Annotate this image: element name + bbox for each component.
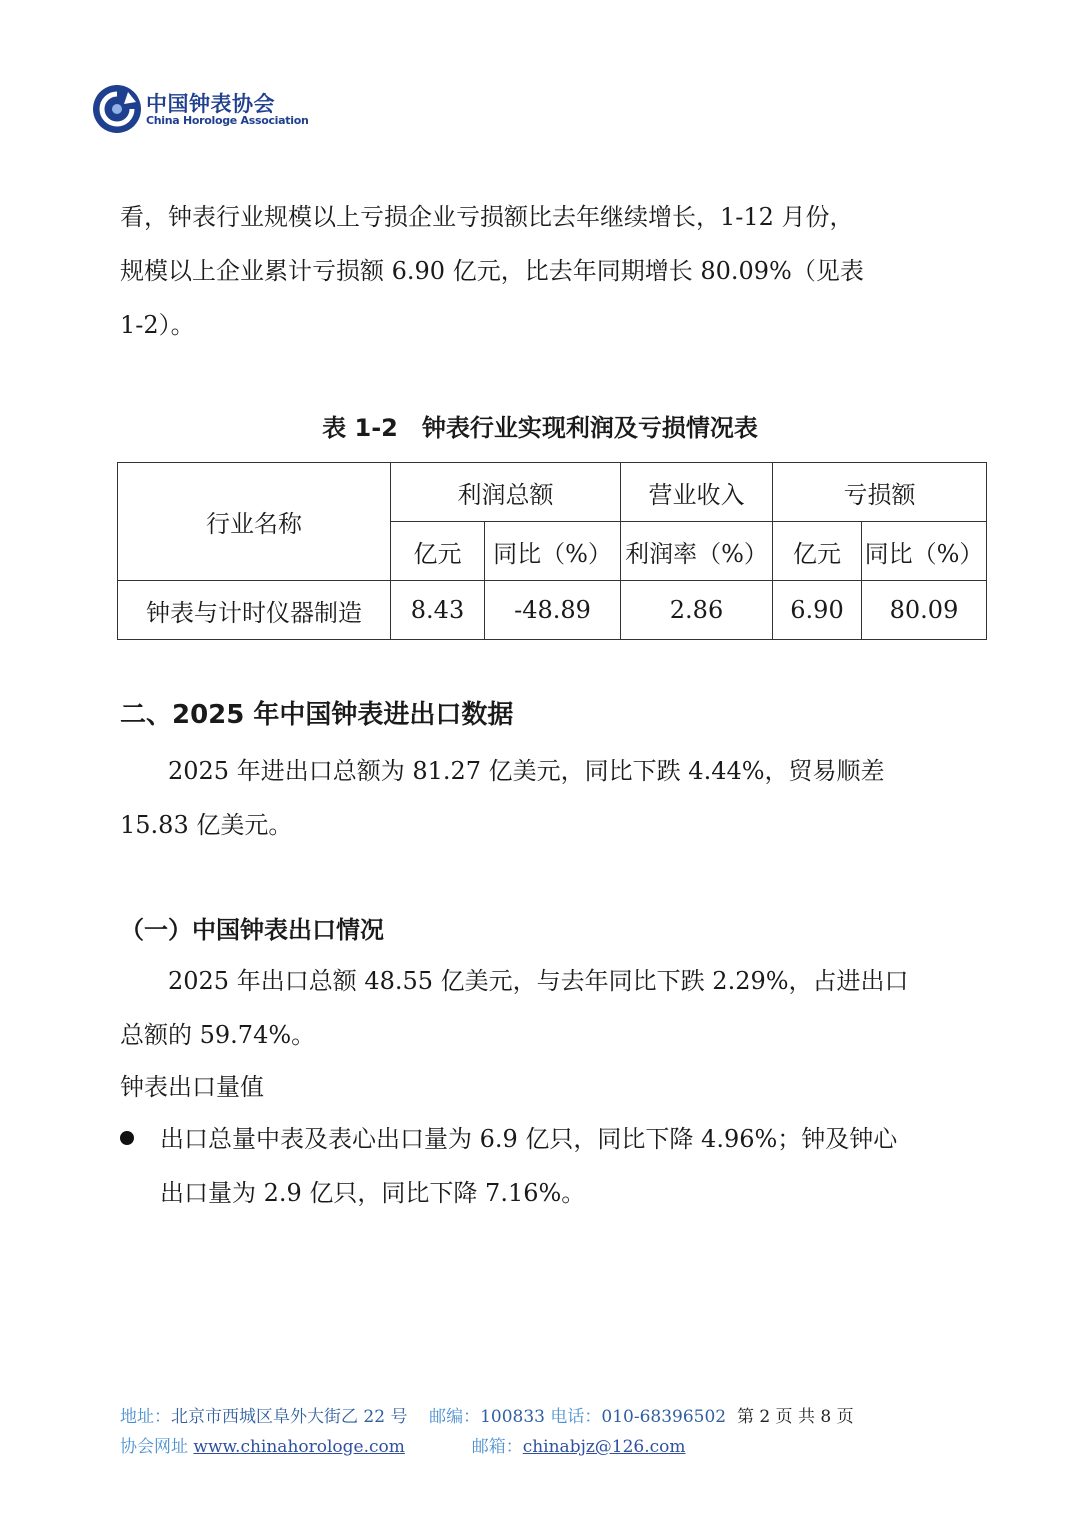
section2-line: 2025 年进出口总额为 81.27 亿美元，同比下跌 4.44%，贸易顺差 bbox=[120, 757, 885, 785]
header-loss: 亏损额 bbox=[773, 463, 987, 522]
org-name-cn: 中国钟表协会 bbox=[146, 92, 275, 116]
cell-loss-yoy: 80.09 bbox=[862, 581, 987, 640]
website-label: 协会网址 bbox=[120, 1437, 188, 1457]
bullet-line: 出口量为 2.9 亿只，同比下降 7.16%。 bbox=[160, 1179, 586, 1207]
org-name-en: China Horologe Association bbox=[146, 114, 309, 127]
postcode-value: 100833 bbox=[480, 1407, 545, 1427]
header-profit-yoy: 同比（%） bbox=[485, 522, 621, 581]
address-label: 地址： bbox=[120, 1407, 171, 1427]
email-label: 邮箱： bbox=[471, 1437, 523, 1457]
intro-paragraph bbox=[120, 190, 960, 352]
email-link[interactable]: chinabjz@126.com bbox=[522, 1437, 686, 1457]
cell-profit-rate: 2.86 bbox=[621, 581, 773, 640]
subsection-line: 2025 年出口总额 48.55 亿美元，与去年同比下跌 2.29%，占进出口 bbox=[120, 967, 909, 995]
section-heading: 二、2025 年中国钟表进出口数据 bbox=[120, 700, 514, 730]
subsection-paragraph bbox=[120, 954, 960, 1062]
header-logo bbox=[90, 82, 310, 138]
footer-contact bbox=[120, 1402, 854, 1427]
header-loss-yoy: 同比（%） bbox=[862, 522, 987, 581]
subsection-line: 总额的 59.74%。 bbox=[120, 1021, 316, 1049]
phone-label: 电话： bbox=[550, 1407, 602, 1427]
website-link[interactable]: www.chinahorologe.com bbox=[193, 1437, 405, 1457]
footer-web bbox=[120, 1432, 686, 1457]
subsection-heading: （一）中国钟表出口情况 bbox=[120, 916, 384, 944]
header-profit-yi-yuan: 亿元 bbox=[391, 522, 485, 581]
section2-line: 15.83 亿美元。 bbox=[120, 811, 293, 839]
bullet-dot-icon bbox=[120, 1131, 134, 1145]
intro-line: 看，钟表行业规模以上亏损企业亏损额比去年继续增长，1-12 月份， bbox=[120, 203, 854, 231]
header-revenue: 营业收入 bbox=[621, 463, 773, 522]
association-logo-icon bbox=[90, 82, 144, 136]
intro-line: 规模以上企业累计亏损额 6.90 亿元，比去年同期增长 80.09%（见表 bbox=[120, 257, 864, 285]
export-label: 钟表出口量值 bbox=[120, 1073, 264, 1101]
header-industry: 行业名称 bbox=[118, 463, 391, 581]
header-profit-rate: 利润率（%） bbox=[621, 522, 773, 581]
phone-value: 010-68396502 bbox=[601, 1407, 727, 1427]
table-row bbox=[118, 581, 987, 640]
bullet-line: 出口总量中表及表心出口量为 6.9 亿只，同比下降 4.96%；钟及钟心 bbox=[160, 1125, 898, 1153]
profit-loss-table bbox=[117, 462, 987, 640]
header-loss-yi-yuan: 亿元 bbox=[773, 522, 862, 581]
section2-paragraph bbox=[120, 744, 960, 852]
table-caption: 表 1-2 钟表行业实现利润及亏损情况表 bbox=[322, 414, 758, 442]
cell-industry: 钟表与计时仪器制造 bbox=[118, 581, 391, 640]
header-profit-total: 利润总额 bbox=[391, 463, 621, 522]
intro-line: 1-2）。 bbox=[120, 311, 195, 339]
page-info: 第 2 页 共 8 页 bbox=[736, 1407, 854, 1427]
cell-profit: 8.43 bbox=[391, 581, 485, 640]
address-value: 北京市西城区阜外大街乙 22 号 bbox=[171, 1407, 408, 1427]
cell-profit-yoy: -48.89 bbox=[485, 581, 621, 640]
cell-loss: 6.90 bbox=[773, 581, 862, 640]
postcode-label: 邮编： bbox=[429, 1407, 481, 1427]
